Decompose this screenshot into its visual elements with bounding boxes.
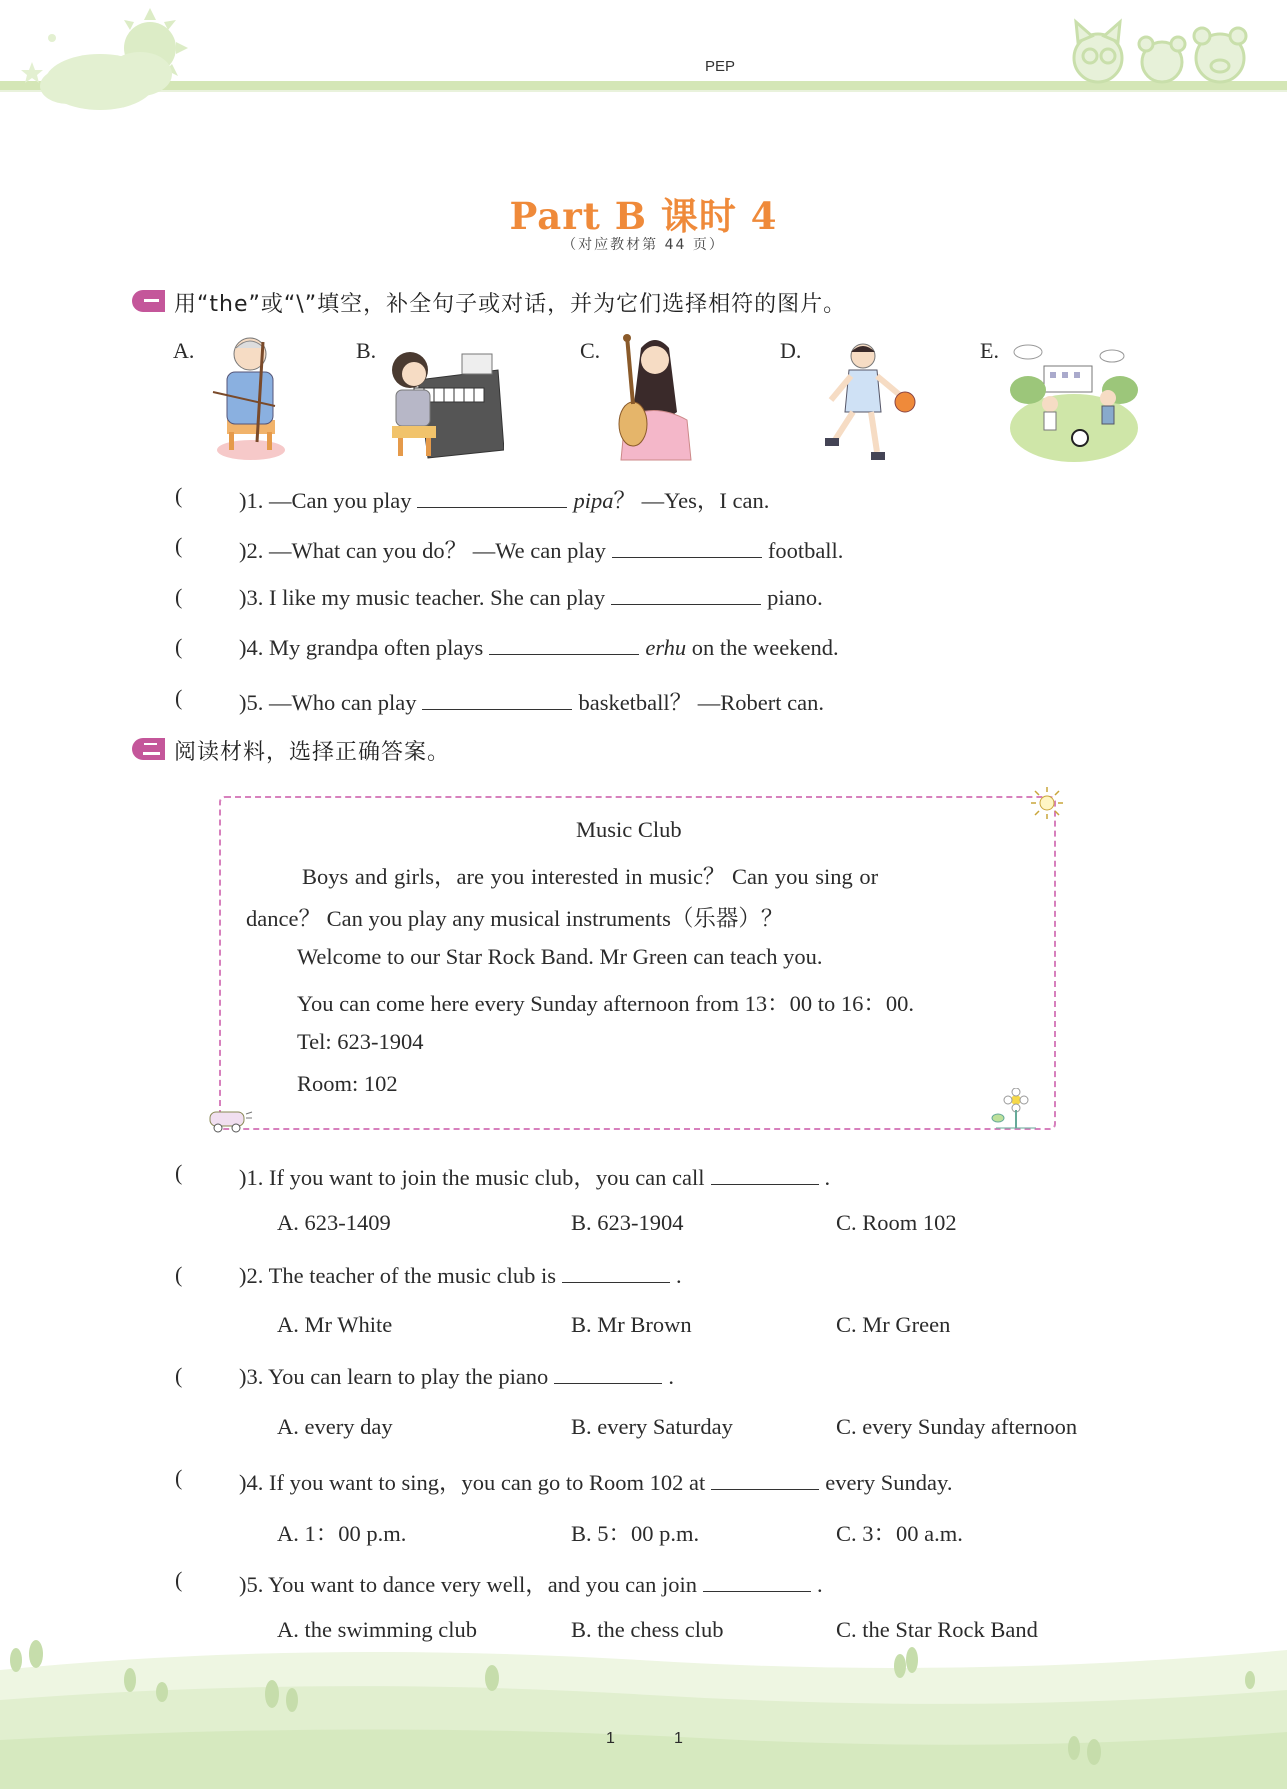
animal-faces-decoration-icon [1060, 18, 1260, 88]
answer-paren: ( [175, 1160, 183, 1185]
s1-question-1: )1. —Can you play pipa？ —Yes，I can. [239, 488, 770, 513]
answer-paren: ( [175, 483, 183, 508]
answer-paren: ( [175, 685, 183, 710]
answer-blank[interactable] [703, 1571, 811, 1592]
section2-instruction: 阅读材料，选择正确答案。 [174, 740, 451, 765]
passage-line-6: Room: 102 [297, 1071, 398, 1096]
answer-paren: ( [175, 1363, 183, 1388]
s1-question-5: )5. —Who can play basketball？ —Robert can. [239, 690, 825, 715]
s1-question-2: )2. —What can you do？ —We can play football. [239, 538, 844, 563]
s2-q5-option-a[interactable]: A. the swimming club [277, 1617, 477, 1642]
s1-question-3: )3. I like my music teacher. She can play piano. [239, 585, 823, 610]
section1-badge [132, 290, 165, 312]
s2-q1-option-b[interactable]: B. 623-1904 [571, 1210, 684, 1235]
s2-question-4: )4. If you want to sing，you can go to Room 102 at every Sunday. [239, 1470, 953, 1495]
footer-hills-decoration [0, 1620, 1287, 1789]
answer-blank[interactable] [417, 487, 567, 508]
answer-blank[interactable] [562, 1262, 670, 1283]
s2-question-3: )3. You can learn to play the piano . [239, 1364, 674, 1389]
sun-icon [1030, 786, 1064, 820]
girl-piano-picture [388, 340, 504, 462]
section2-badge [132, 738, 165, 760]
s2-q2-option-b[interactable]: B. Mr Brown [571, 1312, 692, 1337]
picture-label-e: E. [980, 338, 999, 363]
passage-line-5: Tel: 623-1904 [297, 1029, 424, 1054]
answer-paren: ( [175, 634, 183, 659]
s2-q5-option-b[interactable]: B. the chess club [571, 1617, 724, 1642]
answer-blank[interactable] [422, 689, 572, 710]
passage-title: Music Club [576, 817, 682, 842]
s2-q2-option-c[interactable]: C. Mr Green [836, 1312, 951, 1337]
passage-line-4: You can come here every Sunday afternoon from 13：00 to 16：00. [297, 991, 914, 1016]
answer-paren: ( [175, 533, 183, 558]
girl-pipa-picture [605, 332, 695, 464]
s2-question-2: )2. The teacher of the music club is . [239, 1263, 682, 1288]
picture-label-c: C. [580, 338, 601, 363]
answer-blank[interactable] [711, 1164, 819, 1185]
answer-paren: ( [175, 1262, 183, 1287]
s2-q5-option-c[interactable]: C. the Star Rock Band [836, 1617, 1038, 1642]
page-number-right: 1 [674, 1730, 683, 1747]
answer-blank[interactable] [611, 584, 761, 605]
flower-icon [986, 1088, 1042, 1130]
passage-line-3: Welcome to our Star Rock Band. Mr Green can teach you. [297, 944, 823, 969]
passage-line-2: dance？ Can you play any musical instruments（乐器）？ [246, 906, 784, 931]
answer-paren: ( [175, 1567, 183, 1592]
section1-instruction: 用“the”或“\”填空，补全句子或对话，并为它们选择相符的图片。 [174, 292, 847, 317]
grandpa-erhu-picture [205, 332, 295, 464]
s2-q2-option-a[interactable]: A. Mr White [277, 1312, 393, 1337]
picture-label-a: A. [173, 338, 195, 363]
answer-blank[interactable] [554, 1363, 662, 1384]
s2-q3-option-c[interactable]: C. every Sunday afternoon [836, 1414, 1078, 1439]
answer-blank[interactable] [711, 1469, 819, 1490]
boy-basketball-picture [805, 340, 921, 462]
s2-q4-option-c[interactable]: C. 3：00 a.m. [836, 1521, 963, 1546]
answer-paren: ( [175, 584, 183, 609]
page-subtitle: （对应教材第 44 页） [562, 237, 725, 253]
car-icon [206, 1104, 254, 1134]
s2-q1-option-c[interactable]: C. Room 102 [836, 1210, 957, 1235]
kids-football-picture [1008, 342, 1140, 464]
s2-question-5: )5. You want to dance very well，and you can join . [239, 1572, 823, 1597]
answer-blank[interactable] [612, 537, 762, 558]
sun-cloud-decoration-icon [0, 0, 260, 120]
s2-q3-option-a[interactable]: A. every day [277, 1414, 393, 1439]
answer-paren: ( [175, 1465, 183, 1490]
picture-label-b: B. [356, 338, 377, 363]
passage-line-1: Boys and girls，are you interested in music？ Can you sing or [302, 864, 879, 889]
page-number-left: 1 [606, 1730, 615, 1747]
picture-label-d: D. [780, 338, 802, 363]
s2-q4-option-a[interactable]: A. 1：00 p.m. [277, 1521, 407, 1546]
s1-question-4: )4. My grandpa often plays erhu on the weekend. [239, 635, 839, 660]
answer-blank[interactable] [489, 634, 639, 655]
s2-q4-option-b[interactable]: B. 5：00 p.m. [571, 1521, 700, 1546]
s2-q1-option-a[interactable]: A. 623-1409 [277, 1210, 391, 1235]
s2-q3-option-b[interactable]: B. every Saturday [571, 1414, 733, 1439]
header-label: PEP [705, 58, 736, 75]
s2-question-1: )1. If you want to join the music club，you can call . [239, 1165, 831, 1190]
page-title: Part B 课时 4 [509, 194, 778, 238]
